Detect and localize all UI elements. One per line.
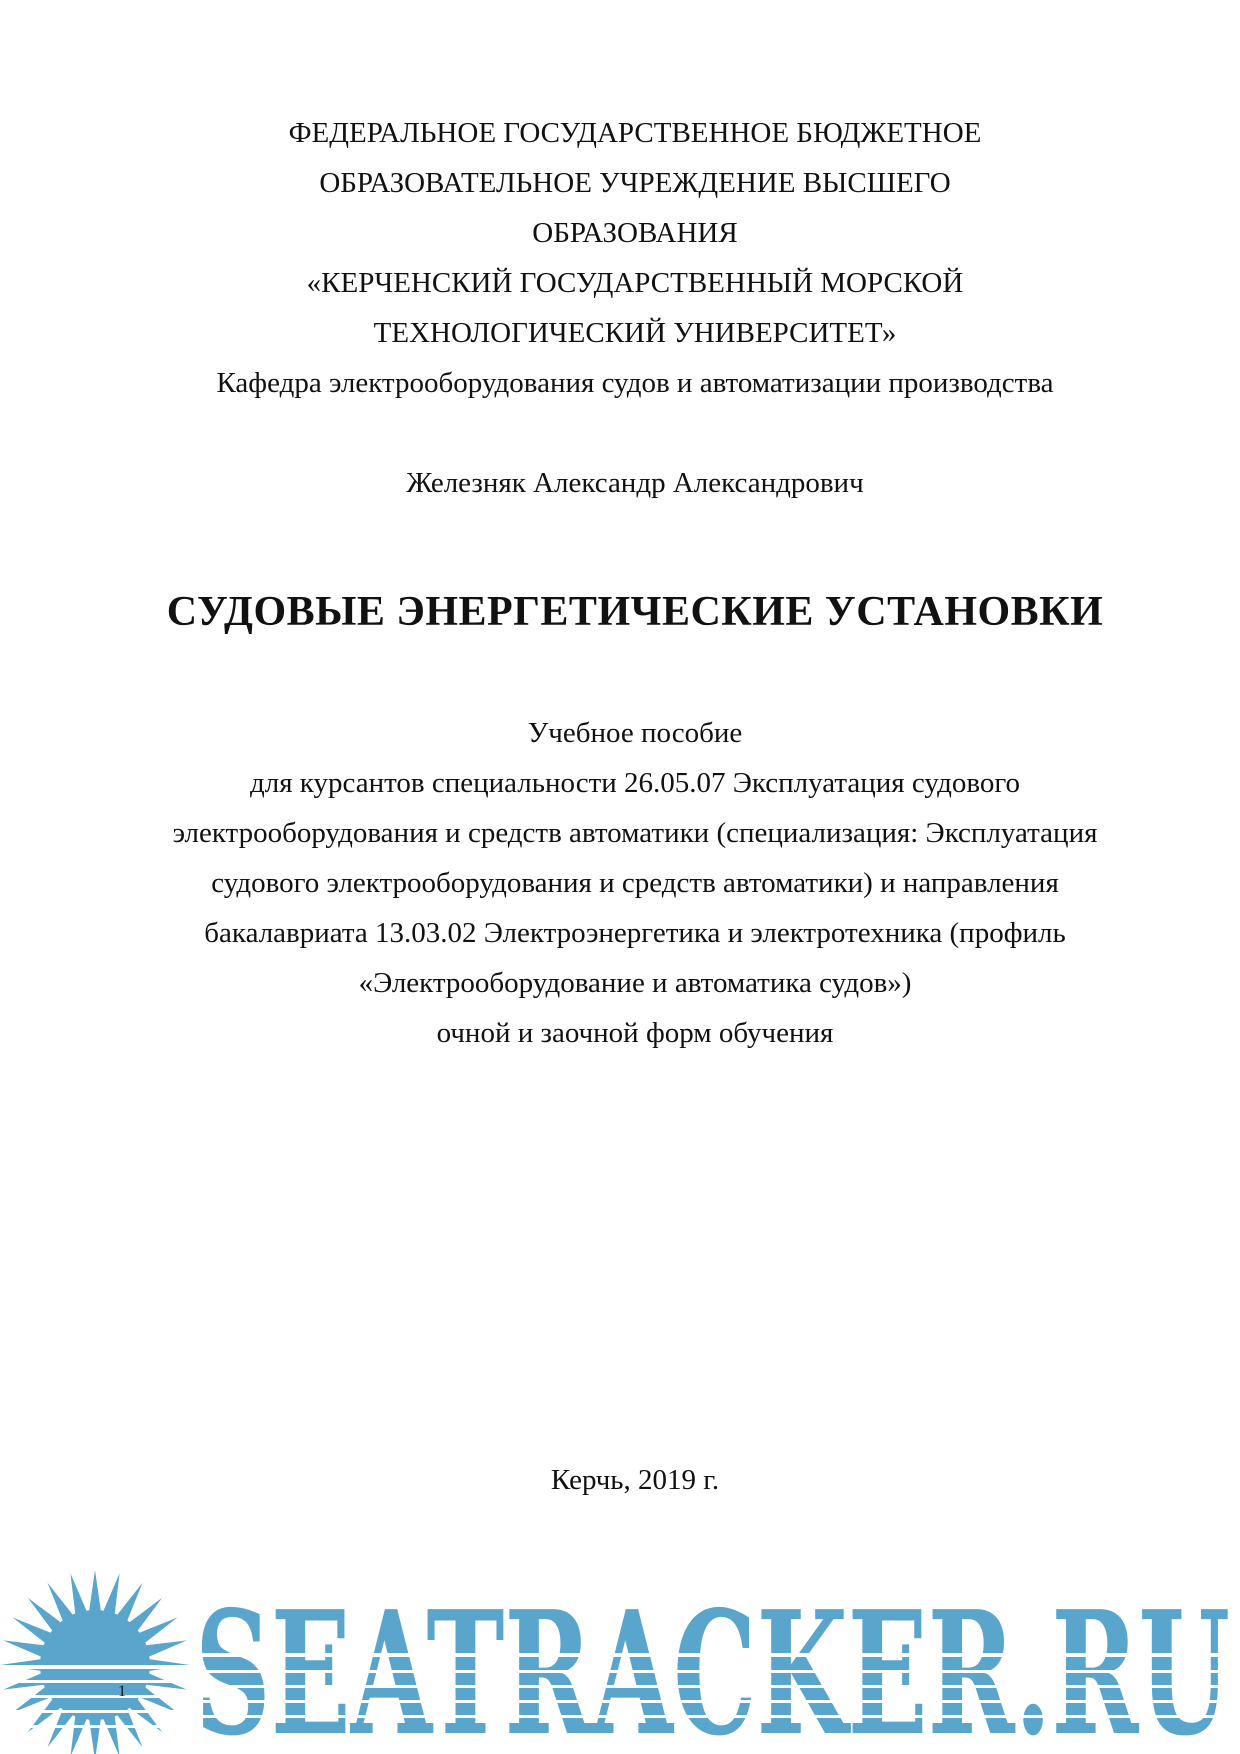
- sun-logo-icon: [0, 1565, 190, 1754]
- header-line-5: ТЕХНОЛОГИЧЕСКИЙ УНИВЕРСИТЕТ»: [373, 317, 897, 349]
- city-year: Керчь, 2019 г.: [550, 1464, 720, 1496]
- watermark-logo-text: [190, 1585, 1240, 1745]
- description-line-4: судового электрооборудования и средств автоматики) и направления: [211, 867, 1059, 899]
- header-line-2: ОБРАЗОВАТЕЛЬНОЕ УЧРЕЖДЕНИЕ ВЫСШЕГО: [319, 167, 951, 199]
- description-line-5: бакалавриата 13.03.02 Электроэнергетика и электротехника (профиль: [204, 917, 1066, 949]
- description-line-1: Учебное пособие: [527, 717, 743, 749]
- description-line-2: для курсантов специальности 26.05.07 Эксплуатация судового: [249, 767, 1020, 799]
- watermark: [0, 1565, 1240, 1754]
- description-line-6: «Электрооборудование и автоматика судов»): [358, 967, 912, 999]
- header-line-3: ОБРАЗОВАНИЯ: [532, 217, 738, 249]
- description-line-7: очной и заочной форм обучения: [436, 1017, 834, 1049]
- description-line-3: электрооборудования и средств автоматики (специализация: Эксплуатация: [172, 817, 1098, 849]
- author-name: Железняк Александр Александрович: [406, 467, 864, 499]
- document-title: СУДОВЫЕ ЭНЕРГЕТИЧЕСКИЕ УСТАНОВКИ: [166, 589, 1104, 635]
- header-line-4: «КЕРЧЕНСКИЙ ГОСУДАРСТВЕННЫЙ МОРСКОЙ: [306, 267, 964, 299]
- department-line: Кафедра электрооборудования судов и автоматизации производства: [216, 367, 1054, 399]
- page-number: 1: [118, 1683, 126, 1700]
- header-line-1: ФЕДЕРАЛЬНОЕ ГОСУДАРСТВЕННОЕ БЮДЖЕТНОЕ: [288, 117, 982, 149]
